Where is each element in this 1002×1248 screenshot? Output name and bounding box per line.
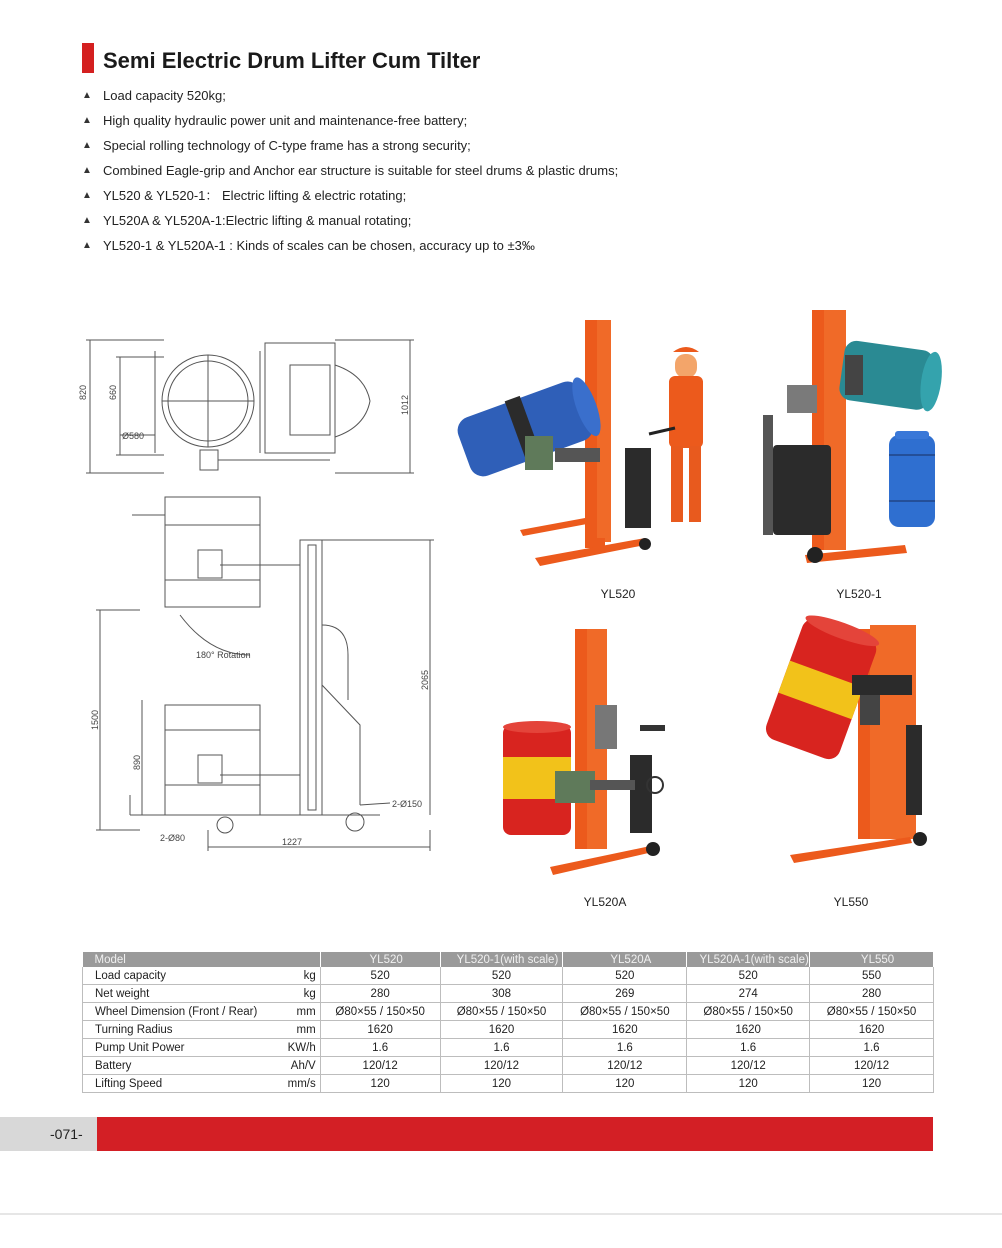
table-cell: 1.6 (687, 1039, 810, 1057)
feature-text: Combined Eagle-grip and Anchor ear structure is suitable for steel drums & plastic drums; (103, 163, 619, 178)
row-unit: mm (280, 1003, 320, 1021)
row-label: Net weight (83, 985, 281, 1003)
caption-yl520-1: YL520-1 (836, 587, 882, 601)
dim-820-label: 820 (78, 384, 88, 400)
triangle-bullet-icon: ▲ (82, 115, 92, 126)
title-accent-bar (82, 43, 94, 73)
dim-580-label: Ø580 (122, 431, 145, 441)
feature-item (82, 163, 618, 188)
table-cell: Ø80×55 / 150×50 (563, 1003, 687, 1021)
dim-280-label: 2-Ø80 (160, 833, 186, 843)
triangle-bullet-icon: ▲ (82, 190, 92, 201)
triangle-bullet-icon: ▲ (82, 90, 92, 101)
table-cell: 120/12 (440, 1057, 563, 1075)
caption-yl550: YL550 (833, 895, 869, 909)
table-cell: 1620 (810, 1021, 934, 1039)
triangle-bullet-icon: ▲ (82, 165, 92, 176)
feature-list (82, 88, 618, 263)
table-cell: 1620 (563, 1021, 687, 1039)
table-cell: Ø80×55 / 150×50 (810, 1003, 934, 1021)
dim-1227-label: 1227 (282, 837, 303, 847)
row-unit: Ah/V (280, 1057, 320, 1075)
table-row (83, 1003, 934, 1021)
table-header-cell: YL520A-1(with scale) (687, 952, 810, 967)
table-cell: 280 (810, 985, 934, 1003)
page-number: -071- (50, 1126, 83, 1142)
dim-660-label: 660 (108, 384, 118, 400)
photo-yl520-1 (755, 305, 945, 570)
table-cell: 120 (440, 1075, 563, 1093)
table-header-cell: YL520A (563, 952, 687, 967)
triangle-bullet-icon: ▲ (82, 240, 92, 251)
spec-table (82, 952, 934, 1093)
table-header-cell: Model (83, 952, 321, 967)
photo-yl520a (495, 625, 685, 883)
table-cell: 120/12 (810, 1057, 934, 1075)
feature-text: Special rolling technology of C-type frame has a strong security; (103, 138, 471, 153)
footer-red-band (97, 1117, 933, 1151)
row-label: Lifting Speed (83, 1075, 281, 1093)
row-label: Load capacity (83, 967, 281, 985)
caption-yl520a: YL520A (583, 895, 627, 909)
page-title: Semi Electric Drum Lifter Cum Tilter (103, 48, 481, 73)
row-label: Pump Unit Power (83, 1039, 281, 1057)
table-row (83, 985, 934, 1003)
dim-2065-label: 2065 (420, 669, 430, 690)
row-unit: mm/s (280, 1075, 320, 1093)
table-cell: 280 (320, 985, 440, 1003)
table-cell: 1620 (440, 1021, 563, 1039)
triangle-bullet-icon: ▲ (82, 140, 92, 151)
feature-item (82, 238, 618, 263)
table-cell: Ø80×55 / 150×50 (687, 1003, 810, 1021)
table-row (83, 1075, 934, 1093)
triangle-bullet-icon: ▲ (82, 215, 92, 226)
row-label: Battery (83, 1057, 281, 1075)
photo-yl520 (445, 318, 725, 576)
table-cell: 1.6 (320, 1039, 440, 1057)
table-cell: 269 (563, 985, 687, 1003)
table-cell: 520 (563, 967, 687, 985)
row-unit: kg (280, 985, 320, 1003)
feature-text: YL520A & YL520A-1:Electric lifting & manual rotating; (103, 213, 412, 228)
row-unit: kg (280, 967, 320, 985)
table-header-cell: YL520-1(with scale) (440, 952, 563, 967)
table-row (83, 1021, 934, 1039)
feature-item (82, 88, 618, 113)
table-cell: 520 (320, 967, 440, 985)
table-cell: 120 (810, 1075, 934, 1093)
bottom-divider (0, 1213, 1002, 1215)
table-cell: Ø80×55 / 150×50 (320, 1003, 440, 1021)
rotation-label: 180° Rotation (196, 650, 251, 660)
feature-item (82, 213, 618, 238)
table-cell: 1.6 (440, 1039, 563, 1057)
table-cell: 520 (687, 967, 810, 985)
feature-item (82, 188, 618, 213)
table-cell: Ø80×55 / 150×50 (440, 1003, 563, 1021)
dim-1012-label: 1012 (400, 394, 410, 415)
table-row (83, 1057, 934, 1075)
table-cell: 1.6 (810, 1039, 934, 1057)
row-unit: mm (280, 1021, 320, 1039)
table-cell: 120 (687, 1075, 810, 1093)
feature-text: High quality hydraulic power unit and maintenance-free battery; (103, 113, 468, 128)
row-label: Wheel Dimension (Front / Rear) (83, 1003, 281, 1021)
table-cell: 1620 (320, 1021, 440, 1039)
table-cell: 274 (687, 985, 810, 1003)
table-cell: 1.6 (563, 1039, 687, 1057)
table-cell: 120/12 (320, 1057, 440, 1075)
table-header-row (83, 952, 934, 967)
feature-text: Load capacity 520kg; (103, 88, 226, 103)
table-cell: 120 (320, 1075, 440, 1093)
dim-1500-label: 1500 (90, 709, 100, 730)
table-cell: 120/12 (687, 1057, 810, 1075)
photo-yl550 (760, 615, 940, 865)
row-unit: KW/h (280, 1039, 320, 1057)
feature-item (82, 113, 618, 138)
dim-890-label: 890 (132, 754, 142, 770)
feature-text: YL520 & YL520-1： Electric lifting & electric rotating; (103, 188, 407, 203)
table-header-cell: YL550 (810, 952, 934, 967)
table-cell: 520 (440, 967, 563, 985)
table-cell: 308 (440, 985, 563, 1003)
feature-text: YL520-1 & YL520A-1 : Kinds of scales can be chosen, accuracy up to ±3‰ (103, 238, 535, 253)
table-cell: 120/12 (563, 1057, 687, 1075)
technical-drawing (80, 325, 450, 855)
table-cell: 1620 (687, 1021, 810, 1039)
table-header-cell: YL520 (320, 952, 440, 967)
caption-yl520: YL520 (600, 587, 636, 601)
table-row (83, 967, 934, 985)
table-row (83, 1039, 934, 1057)
table-cell: 550 (810, 967, 934, 985)
row-label: Turning Radius (83, 1021, 281, 1039)
feature-item (82, 138, 618, 163)
dim-2150-label: 2-Ø150 (392, 799, 423, 809)
table-cell: 120 (563, 1075, 687, 1093)
